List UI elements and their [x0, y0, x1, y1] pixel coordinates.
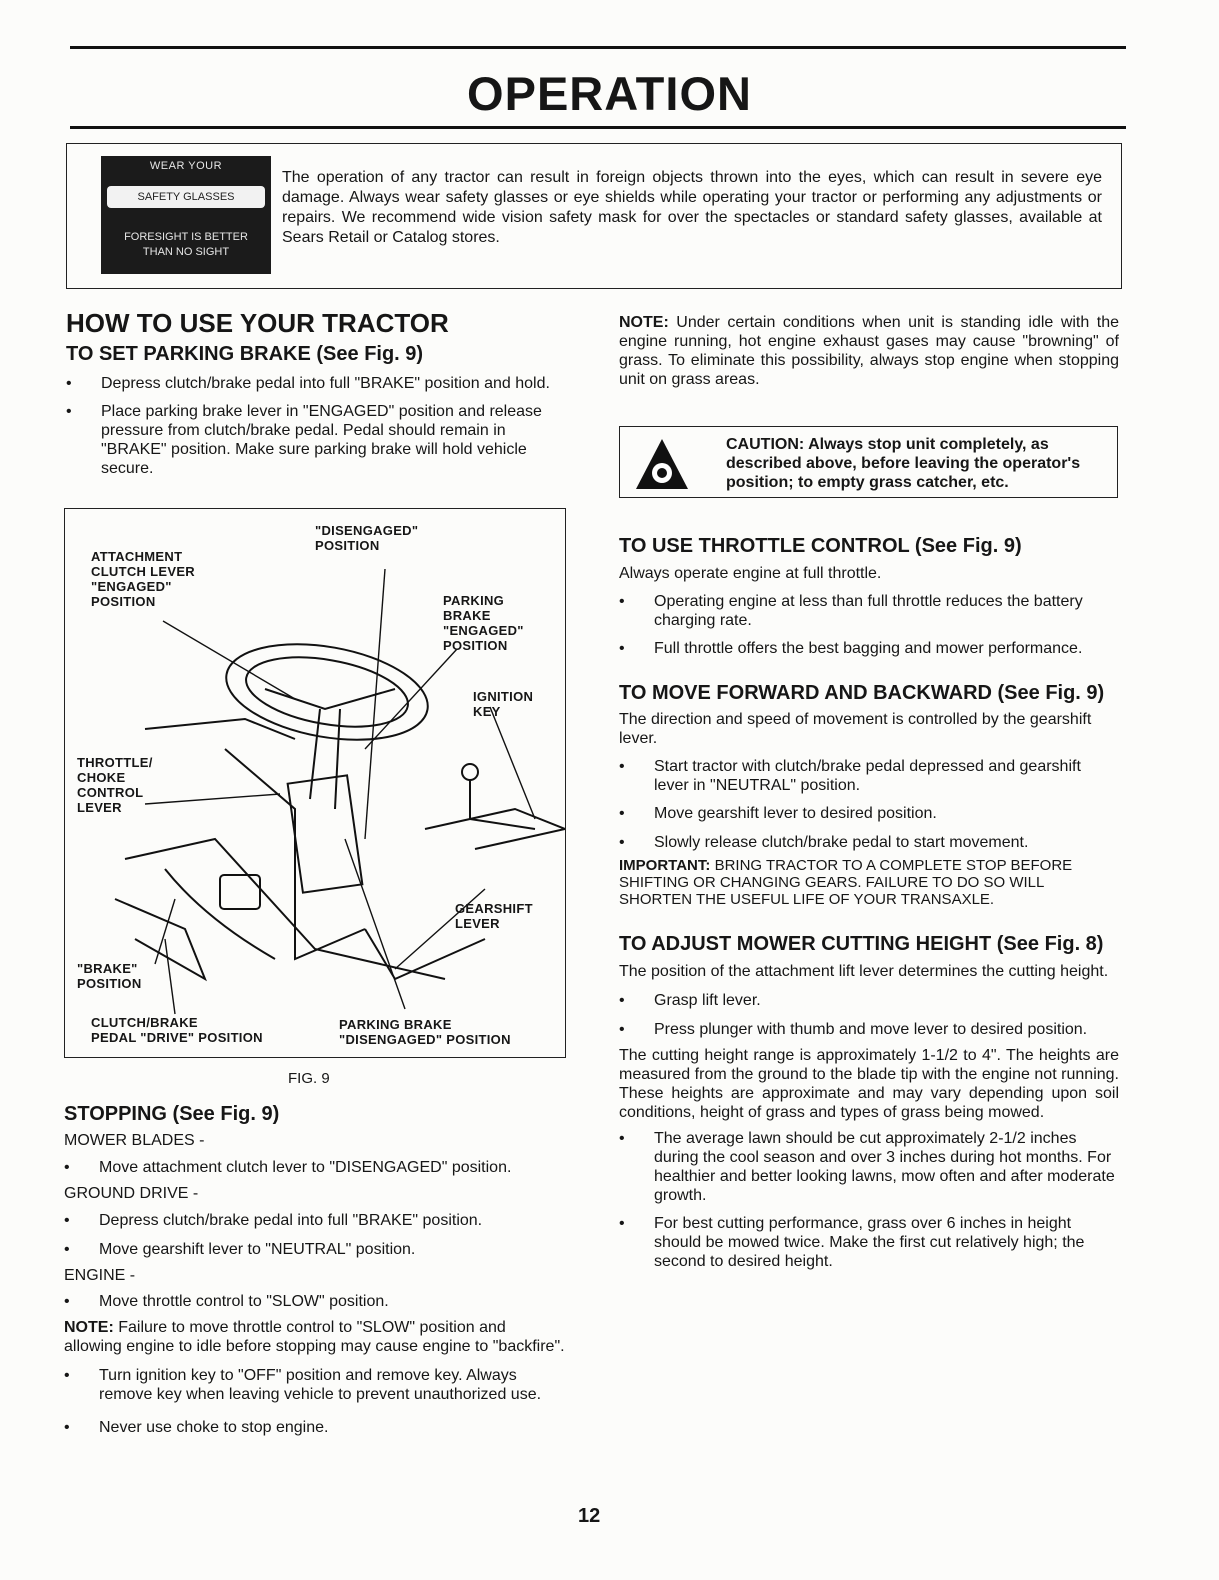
parking-bullet-2: • Place parking brake lever in "ENGAGED" position and release pressure from clutch/brake pedal. Pedal should remain in "BRAKE" position. Make sure parking brake will hold vehicle secure. — [66, 402, 566, 478]
adjust-bullet-1: • Grasp lift lever. — [619, 991, 1119, 1010]
label-line: POSITION — [315, 538, 380, 553]
label-throttle-choke — [77, 755, 153, 815]
safety-warning-box — [66, 143, 1122, 289]
note-text: Failure to move throttle control to "SLOW" position and allowing engine to idle before stopping may cause engine to "backfire". — [64, 1319, 565, 1355]
engine-bullet-1: • Move throttle control to "SLOW" position. — [64, 1292, 566, 1311]
label-line: IGNITION — [473, 689, 534, 704]
note-text: Under certain conditions when unit is standing idle with the engine running, hot engine exhaust gases may cause "browning" of grass. To eliminate this possibility, always stop engine when stopping unit on grass areas. — [619, 314, 1119, 388]
move-bullet-1: • Start tractor with clutch/brake pedal depressed and gearshift lever in "NEUTRAL" position. — [619, 757, 1119, 795]
important-note — [619, 857, 1119, 908]
badge-text-top: WEAR YOUR — [149, 160, 223, 172]
label-line: "ENGAGED" — [91, 579, 172, 594]
throttle-bullet-1: • Operating engine at less than full throttle reduces the battery charging rate. — [619, 592, 1119, 630]
exhaust-note — [619, 313, 1119, 389]
label-line: PARKING BRAKE — [339, 1017, 452, 1032]
figure-9 — [64, 508, 566, 1058]
right-column-main — [619, 534, 1119, 1271]
label-line: PEDAL "DRIVE" POSITION — [91, 1030, 263, 1045]
stopping-heading: STOPPING (See Fig. 9) — [64, 1103, 280, 1125]
label-ignition-key — [473, 689, 533, 719]
adjust-heading: TO ADJUST MOWER CUTTING HEIGHT (See Fig. 8) — [619, 933, 1104, 955]
label-line: CLUTCH LEVER — [91, 564, 195, 579]
ground-drive-label: GROUND DRIVE - — [64, 1185, 199, 1202]
left-column-top — [66, 308, 566, 478]
label-line: KEY — [473, 704, 501, 719]
move-heading: TO MOVE FORWARD AND BACKWARD (See Fig. 9) — [619, 682, 1105, 704]
adjust-bullet-3: • The average lawn should be cut approximately 2-1/2 inches during the cool season and over 3 inches during hot months. For healthier and better looking lawns, mow often and after moderate growth. — [619, 1129, 1119, 1205]
note-label: NOTE: — [619, 314, 669, 331]
title-rule — [70, 126, 1126, 129]
ground-bullet-2: • Move gearshift lever to "NEUTRAL" position. — [64, 1240, 566, 1259]
label-line: POSITION — [443, 638, 508, 653]
label-line: "BRAKE" — [77, 961, 138, 976]
label-line: "ENGAGED" — [443, 623, 524, 638]
important-text: BRING TRACTOR TO A COMPLETE STOP BEFORE SHIFTING OR CHANGING GEARS. FAILURE TO DO SO WILL SHORTEN THE USEFUL LIFE OF YOUR TRANSAXLE. — [619, 857, 1073, 908]
label-parking-brake-engaged — [443, 593, 524, 653]
adjust-bullet-2: • Press plunger with thumb and move lever to desired position. — [619, 1020, 1119, 1039]
move-bullet-2: • Move gearshift lever to desired position. — [619, 804, 1119, 823]
adjust-bullet-4: • For best cutting performance, grass over 6 inches in height should be mowed twice. Make the first cut relatively high; the second to desired height. — [619, 1214, 1119, 1271]
caution-box — [619, 426, 1118, 498]
throttle-bullet-2: • Full throttle offers the best bagging and mower performance. — [619, 639, 1119, 658]
throttle-heading: TO USE THROTTLE CONTROL (See Fig. 9) — [619, 535, 1022, 557]
engine-label: ENGINE - — [64, 1267, 136, 1284]
page-title: OPERATION — [467, 67, 752, 120]
move-intro: The direction and speed of movement is controlled by the gearshift lever. — [619, 711, 1092, 747]
label-brake-position — [77, 961, 142, 991]
parking-brake-heading: TO SET PARKING BRAKE (See Fig. 9) — [66, 343, 424, 365]
page-number: 12 — [578, 1505, 601, 1527]
final-bullet-1: • Turn ignition key to "OFF" position and remove key. Always remove key when leaving vehicle to prevent unauthorized use. — [64, 1366, 566, 1404]
badge-slogan — [101, 230, 271, 260]
label-line: "DISENGAGED" POSITION — [339, 1032, 511, 1047]
safety-glasses-badge — [101, 156, 271, 274]
label-parking-brake-disengaged — [339, 1017, 511, 1047]
label-line: CLUTCH/BRAKE — [91, 1015, 198, 1030]
important-label: IMPORTANT: — [619, 857, 711, 874]
caution-text: CAUTION: Always stop unit completely, as described above, before leaving the operator's position; to empty grass catcher, etc. — [726, 436, 1081, 491]
throttle-intro: Always operate engine at full throttle. — [619, 565, 882, 582]
mower-bullet-1: • Move attachment clutch lever to "DISENGAGED" position. — [64, 1158, 566, 1177]
mower-blades-label: MOWER BLADES - — [64, 1132, 205, 1149]
adjust-paragraph: The cutting height range is approximately 1-1/2 to 4". The heights are measured from the ground to the blade tip with the engine not running. These heights are approximate and may vary depending upon soil conditions, height of grass and types of grass being mowed. — [619, 1047, 1119, 1121]
label-attachment-clutch-lever — [91, 549, 195, 609]
stopping-note — [64, 1318, 566, 1356]
safety-warning-text: The operation of any tractor can result in foreign objects thrown into the eyes, which can result in severe eye damage. Always wear safety glasses or eye shields while operating your tractor or performing any adjustments or repairs. We recommend wide vision safety mask for over the spectacles or standard safety glasses, available at Sears Retail or Catalog stores. — [282, 169, 1102, 246]
figure-caption: FIG. 9 — [288, 1070, 330, 1087]
warning-icon — [634, 437, 690, 493]
label-line: PARKING — [443, 593, 505, 608]
label-line: THROTTLE/ — [77, 755, 153, 770]
label-line: CONTROL — [77, 785, 144, 800]
label-disengaged — [315, 523, 418, 553]
badge-glasses-label: SAFETY GLASSES — [107, 186, 265, 208]
label-gearshift-lever — [455, 901, 533, 931]
left-column-bottom — [64, 1102, 566, 1437]
top-rule — [70, 46, 1126, 49]
final-bullet-2: • Never use choke to stop engine. — [64, 1418, 566, 1437]
label-line: GEARSHIFT — [455, 901, 533, 916]
label-line: ATTACHMENT — [91, 549, 183, 564]
section-heading: HOW TO USE YOUR TRACTOR — [66, 308, 449, 338]
badge-slogan-line1: FORESIGHT IS BETTER — [124, 231, 248, 243]
label-clutch-brake-pedal — [91, 1015, 263, 1045]
right-column-top — [619, 313, 1119, 389]
label-line: POSITION — [91, 594, 156, 609]
label-line: POSITION — [77, 976, 142, 991]
note-label: NOTE: — [64, 1319, 114, 1336]
label-line: BRAKE — [443, 608, 491, 623]
label-line: "DISENGAGED" — [315, 523, 419, 538]
adjust-intro: The position of the attachment lift lever determines the cutting height. — [619, 963, 1109, 980]
move-bullet-3: • Slowly release clutch/brake pedal to start movement. — [619, 833, 1119, 852]
ground-bullet-1: • Depress clutch/brake pedal into full "BRAKE" position. — [64, 1211, 566, 1230]
label-line: LEVER — [455, 916, 500, 931]
badge-slogan-line2: THAN NO SIGHT — [142, 246, 230, 258]
label-line: LEVER — [77, 800, 122, 815]
label-line: CHOKE — [77, 770, 126, 785]
parking-bullet-1: • Depress clutch/brake pedal into full "BRAKE" position and hold. — [66, 374, 566, 393]
